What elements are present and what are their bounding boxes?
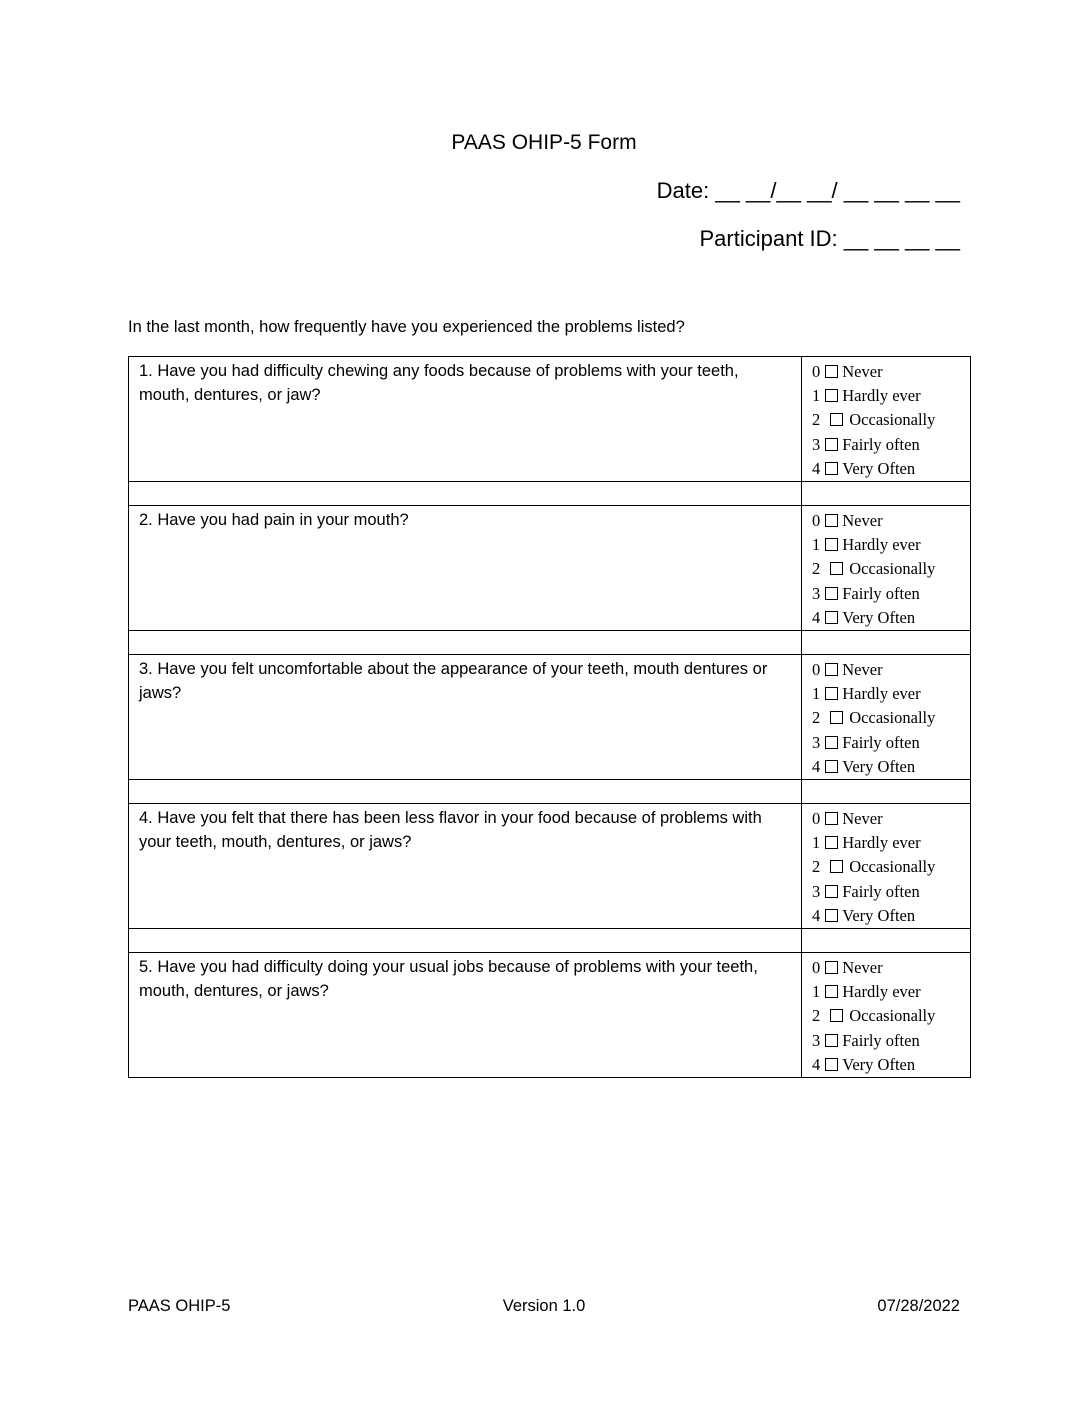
option-label: Occasionally (849, 1006, 936, 1026)
spacer-row (129, 780, 971, 804)
checkbox-icon[interactable] (825, 1034, 838, 1047)
answer-option[interactable] (812, 1004, 970, 1028)
spacer-cell (129, 929, 802, 953)
answer-option[interactable] (812, 408, 970, 432)
question-text: 2. Have you had pain in your mouth? (139, 511, 409, 530)
option-score: 4 (812, 607, 821, 627)
option-score: 2 (812, 410, 821, 430)
checkbox-icon[interactable] (825, 985, 838, 998)
answer-option[interactable] (812, 557, 970, 581)
question-cell (129, 953, 802, 1078)
answer-option[interactable] (812, 731, 970, 755)
spacer-cell (802, 780, 971, 804)
option-label: Hardly ever (842, 982, 921, 1002)
spacer-row (129, 482, 971, 506)
answer-options-cell (802, 506, 971, 631)
option-label: Never (842, 958, 883, 978)
question-row (129, 953, 971, 1078)
option-label: Occasionally (849, 708, 936, 728)
option-label: Fairly often (842, 881, 920, 901)
answer-option[interactable] (812, 457, 970, 481)
checkbox-icon[interactable] (830, 413, 843, 426)
option-label: Hardly ever (842, 684, 921, 704)
option-label: Never (842, 660, 883, 680)
spacer-row (129, 929, 971, 953)
option-label: Very Often (842, 458, 916, 478)
option-label: Fairly often (842, 583, 920, 603)
instructions: In the last month, how frequently have you experienced the problems listed? (128, 318, 685, 336)
option-label: Never (842, 362, 883, 381)
checkbox-icon[interactable] (825, 736, 838, 749)
checkbox-icon[interactable] (825, 365, 838, 378)
option-label: Very Often (842, 905, 916, 925)
option-score: 3 (812, 583, 821, 603)
question-cell (129, 357, 802, 482)
answer-option[interactable] (812, 606, 970, 630)
question-text: 1. Have you had difficulty chewing any foods because of problems with your teeth, mouth, dentures, or jaw? (139, 362, 739, 404)
answer-options-cell (802, 953, 971, 1078)
answer-option[interactable] (812, 533, 970, 557)
checkbox-icon[interactable] (825, 514, 838, 527)
answer-option[interactable] (812, 509, 970, 533)
form-title: PAAS OHIP-5 Form (451, 131, 637, 154)
option-score: 0 (812, 958, 821, 978)
option-score: 0 (812, 511, 821, 531)
option-score: 2 (812, 559, 821, 579)
answer-option[interactable] (812, 360, 970, 384)
answer-options-cell (802, 804, 971, 929)
footer-version: Version 1.0 (502, 1297, 586, 1315)
questions-table (128, 356, 971, 1078)
checkbox-icon[interactable] (825, 909, 838, 922)
option-score: 4 (812, 458, 821, 478)
answer-option[interactable] (812, 1053, 970, 1077)
option-score: 4 (812, 756, 821, 776)
spacer-cell (129, 631, 802, 655)
option-score: 1 (812, 386, 821, 406)
checkbox-icon[interactable] (825, 1058, 838, 1071)
spacer-row (129, 631, 971, 655)
answer-option[interactable] (812, 980, 970, 1004)
option-score: 0 (812, 660, 821, 680)
checkbox-icon[interactable] (825, 812, 838, 825)
option-score: 2 (812, 857, 821, 877)
question-row (129, 655, 971, 780)
spacer-cell (129, 482, 802, 506)
spacer-cell (802, 929, 971, 953)
option-score: 4 (812, 1054, 821, 1074)
question-text: 4. Have you felt that there has been less flavor in your food because of problems with your teeth, mouth, dentures, or jaws? (139, 809, 762, 852)
footer-form-name: PAAS OHIP-5 (128, 1297, 231, 1315)
spacer-cell (129, 780, 802, 804)
answer-option[interactable] (812, 706, 970, 730)
answer-option[interactable] (812, 384, 970, 408)
option-label: Never (842, 809, 883, 829)
option-label: Fairly often (842, 1030, 920, 1050)
option-score: 0 (812, 809, 821, 829)
answer-option[interactable] (812, 904, 970, 928)
answer-option[interactable] (812, 880, 970, 904)
answer-options-cell (802, 357, 971, 482)
answer-option[interactable] (812, 682, 970, 706)
footer-date: 07/28/2022 (877, 1297, 960, 1315)
answer-option[interactable] (812, 956, 970, 980)
option-score: 3 (812, 1030, 821, 1050)
option-score: 0 (812, 362, 821, 381)
option-label: Occasionally (849, 410, 936, 430)
checkbox-icon[interactable] (825, 538, 838, 551)
option-score: 3 (812, 434, 821, 454)
checkbox-icon[interactable] (825, 836, 838, 849)
option-score: 1 (812, 535, 821, 555)
option-score: 3 (812, 732, 821, 752)
checkbox-icon[interactable] (830, 860, 843, 873)
option-label: Very Often (842, 756, 916, 776)
checkbox-icon[interactable] (825, 760, 838, 773)
option-score: 4 (812, 905, 821, 925)
checkbox-icon[interactable] (825, 587, 838, 600)
option-label: Occasionally (849, 559, 936, 579)
question-row (129, 357, 971, 482)
option-score: 2 (812, 708, 821, 728)
option-score: 2 (812, 1006, 821, 1026)
question-cell (129, 506, 802, 631)
checkbox-icon[interactable] (830, 1009, 843, 1022)
question-row (129, 506, 971, 631)
checkbox-icon[interactable] (830, 562, 843, 575)
answer-option[interactable] (812, 755, 970, 779)
checkbox-icon[interactable] (825, 663, 838, 676)
answer-options-cell (802, 655, 971, 780)
checkbox-icon[interactable] (825, 462, 838, 475)
checkbox-icon[interactable] (825, 961, 838, 974)
option-label: Hardly ever (842, 833, 921, 853)
option-score: 3 (812, 881, 821, 901)
answer-option[interactable] (812, 1029, 970, 1053)
spacer-cell (802, 482, 971, 506)
option-label: Occasionally (849, 857, 936, 877)
question-cell (129, 655, 802, 780)
option-label: Fairly often (842, 434, 920, 454)
answer-option[interactable] (812, 855, 970, 879)
spacer-cell (802, 631, 971, 655)
question-cell (129, 804, 802, 929)
option-label: Hardly ever (842, 535, 921, 555)
option-label: Very Often (842, 607, 916, 627)
checkbox-icon[interactable] (825, 389, 838, 402)
checkbox-icon[interactable] (830, 711, 843, 724)
option-label: Hardly ever (842, 386, 921, 406)
option-label: Very Often (842, 1054, 916, 1074)
answer-option[interactable] (812, 582, 970, 606)
question-text: 3. Have you felt uncomfortable about the appearance of your teeth, mouth dentures or jaws? (139, 660, 768, 703)
checkbox-icon[interactable] (825, 687, 838, 700)
checkbox-icon[interactable] (825, 885, 838, 898)
question-text: 5. Have you had difficulty doing your usual jobs because of problems with your teeth, mouth, dentures, or jaws? (139, 958, 758, 1001)
option-label: Fairly often (842, 732, 920, 752)
participant-id-field[interactable]: Participant ID: __ __ __ __ (699, 226, 960, 251)
option-score: 1 (812, 684, 821, 704)
answer-option[interactable] (812, 807, 970, 831)
checkbox-icon[interactable] (825, 438, 838, 451)
date-field[interactable]: Date: __ __/__ __/ __ __ __ __ (656, 178, 960, 203)
answer-option[interactable] (812, 658, 970, 682)
option-score: 1 (812, 833, 821, 853)
answer-option[interactable] (812, 433, 970, 457)
option-label: Never (842, 511, 883, 531)
question-row (129, 804, 971, 929)
checkbox-icon[interactable] (825, 611, 838, 624)
answer-option[interactable] (812, 831, 970, 855)
option-score: 1 (812, 982, 821, 1002)
